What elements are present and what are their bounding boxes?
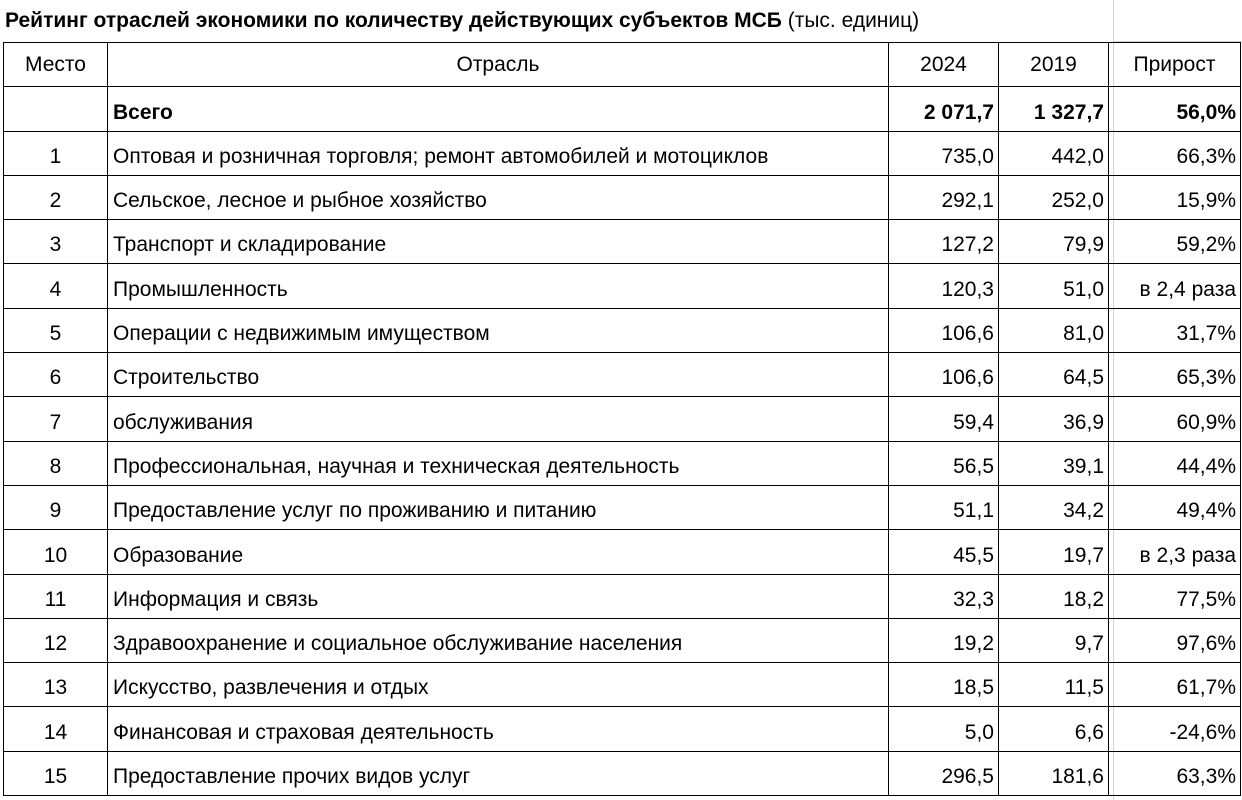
place-cell[interactable]: 8 — [4, 441, 108, 485]
industry-cell[interactable]: Промышленность — [108, 264, 889, 308]
place-cell[interactable]: 12 — [4, 618, 108, 662]
value-2024-cell[interactable]: 32,3 — [889, 574, 999, 618]
value-2019-cell[interactable]: 252,0 — [999, 175, 1109, 219]
industry-cell[interactable]: Транспорт и складирование — [108, 220, 889, 264]
value-2019-cell[interactable]: 442,0 — [999, 131, 1109, 175]
growth-cell[interactable]: 44,4% — [1109, 441, 1241, 485]
header-place[interactable]: Место — [4, 43, 108, 87]
growth-cell[interactable]: 97,6% — [1109, 618, 1241, 662]
value-2019-cell[interactable]: 36,9 — [999, 397, 1109, 441]
table-row — [4, 707, 1241, 751]
growth-cell[interactable]: 66,3% — [1109, 131, 1241, 175]
industry-cell[interactable]: Образование — [108, 530, 889, 574]
place-cell[interactable]: 9 — [4, 485, 108, 529]
total-2019[interactable]: 1 327,7 — [999, 87, 1109, 131]
industry-cell[interactable]: Сельское, лесное и рыбное хозяйство — [108, 175, 889, 219]
value-2019-cell[interactable]: 18,2 — [999, 574, 1109, 618]
growth-cell[interactable]: 65,3% — [1109, 353, 1241, 397]
value-2019-cell[interactable]: 11,5 — [999, 663, 1109, 707]
growth-cell[interactable]: 60,9% — [1109, 397, 1241, 441]
value-2019-cell[interactable]: 79,9 — [999, 220, 1109, 264]
industry-cell[interactable]: Предоставление услуг по проживанию и питанию — [108, 485, 889, 529]
place-cell[interactable]: 4 — [4, 264, 108, 308]
table-row — [4, 618, 1241, 662]
place-cell[interactable]: 1 — [4, 131, 108, 175]
place-cell[interactable]: 13 — [4, 663, 108, 707]
value-2024-cell[interactable]: 106,6 — [889, 308, 999, 352]
growth-cell[interactable]: в 2,4 раза — [1109, 264, 1241, 308]
value-2024-cell[interactable]: 292,1 — [889, 175, 999, 219]
growth-cell[interactable]: 61,7% — [1109, 663, 1241, 707]
value-2024-cell[interactable]: 18,5 — [889, 663, 999, 707]
table-row — [4, 441, 1241, 485]
header-growth[interactable]: Прирост — [1109, 43, 1241, 87]
industry-cell[interactable]: Операции с недвижимым имуществом — [108, 308, 889, 352]
table-title[interactable] — [0, 0, 1113, 42]
place-cell[interactable]: 2 — [4, 175, 108, 219]
total-2024[interactable]: 2 071,7 — [889, 87, 999, 131]
value-2024-cell[interactable]: 735,0 — [889, 131, 999, 175]
table-row — [4, 131, 1241, 175]
value-2019-cell[interactable]: 39,1 — [999, 441, 1109, 485]
place-cell[interactable]: 15 — [4, 751, 108, 795]
place-cell[interactable]: 14 — [4, 707, 108, 751]
value-2019-cell[interactable]: 9,7 — [999, 618, 1109, 662]
place-cell[interactable]: 10 — [4, 530, 108, 574]
header-2019[interactable]: 2019 — [999, 43, 1109, 87]
growth-cell[interactable]: -24,6% — [1109, 707, 1241, 751]
place-cell[interactable]: 3 — [4, 220, 108, 264]
industry-cell[interactable]: Оптовая и розничная торговля; ремонт автомобилей и мотоциклов — [108, 131, 889, 175]
value-2019-cell[interactable]: 6,6 — [999, 707, 1109, 751]
industry-cell[interactable]: Информация и связь — [108, 574, 889, 618]
place-cell[interactable]: 11 — [4, 574, 108, 618]
industry-cell[interactable]: Здравоохранение и социальное обслуживание населения — [108, 618, 889, 662]
table-row — [4, 397, 1241, 441]
growth-cell[interactable]: 15,9% — [1109, 175, 1241, 219]
place-cell[interactable]: 7 — [4, 397, 108, 441]
total-row — [4, 87, 1241, 131]
growth-cell[interactable]: 49,4% — [1109, 485, 1241, 529]
table-row — [4, 663, 1241, 707]
table-row — [4, 353, 1241, 397]
title-units: (тыс. единиц) — [781, 9, 920, 32]
value-2019-cell[interactable]: 64,5 — [999, 353, 1109, 397]
msb-industry-table — [3, 42, 1241, 796]
table-row — [4, 175, 1241, 219]
value-2024-cell[interactable]: 59,4 — [889, 397, 999, 441]
value-2019-cell[interactable]: 181,6 — [999, 751, 1109, 795]
table-row — [4, 308, 1241, 352]
growth-cell[interactable]: 63,3% — [1109, 751, 1241, 795]
value-2024-cell[interactable]: 51,1 — [889, 485, 999, 529]
header-industry[interactable]: Отрасль — [108, 43, 889, 87]
industry-cell[interactable]: Профессиональная, научная и техническая деятельность — [108, 441, 889, 485]
title-bold: Рейтинг отраслей экономики по количеству действующих субъектов МСБ — [5, 9, 782, 32]
growth-cell[interactable]: 31,7% — [1109, 308, 1241, 352]
value-2024-cell[interactable]: 5,0 — [889, 707, 999, 751]
place-cell[interactable]: 6 — [4, 353, 108, 397]
value-2019-cell[interactable]: 34,2 — [999, 485, 1109, 529]
growth-cell[interactable]: 77,5% — [1109, 574, 1241, 618]
header-row — [4, 43, 1241, 87]
value-2024-cell[interactable]: 19,2 — [889, 618, 999, 662]
industry-cell[interactable]: Финансовая и страховая деятельность — [108, 707, 889, 751]
value-2024-cell[interactable]: 45,5 — [889, 530, 999, 574]
value-2024-cell[interactable]: 106,6 — [889, 353, 999, 397]
value-2019-cell[interactable]: 19,7 — [999, 530, 1109, 574]
total-growth[interactable]: 56,0% — [1109, 87, 1241, 131]
place-cell[interactable]: 5 — [4, 308, 108, 352]
total-place-cell[interactable] — [4, 87, 108, 131]
value-2019-cell[interactable]: 51,0 — [999, 264, 1109, 308]
industry-cell[interactable]: Искусство, развлечения и отдых — [108, 663, 889, 707]
header-2024[interactable]: 2024 — [889, 43, 999, 87]
table-row — [4, 220, 1241, 264]
table-row — [4, 751, 1241, 795]
value-2019-cell[interactable]: 81,0 — [999, 308, 1109, 352]
value-2024-cell[interactable]: 56,5 — [889, 441, 999, 485]
growth-cell[interactable]: 59,2% — [1109, 220, 1241, 264]
value-2024-cell[interactable]: 120,3 — [889, 264, 999, 308]
industry-cell[interactable]: обслуживания — [108, 397, 889, 441]
table-row — [4, 530, 1241, 574]
growth-cell[interactable]: в 2,3 раза — [1109, 530, 1241, 574]
table-row — [4, 574, 1241, 618]
table-row — [4, 264, 1241, 308]
industry-cell[interactable]: Предоставление прочих видов услуг — [108, 751, 889, 795]
industry-cell[interactable]: Строительство — [108, 353, 889, 397]
total-label[interactable]: Всего — [108, 87, 889, 131]
table-row — [4, 485, 1241, 529]
value-2024-cell[interactable]: 296,5 — [889, 751, 999, 795]
value-2024-cell[interactable]: 127,2 — [889, 220, 999, 264]
